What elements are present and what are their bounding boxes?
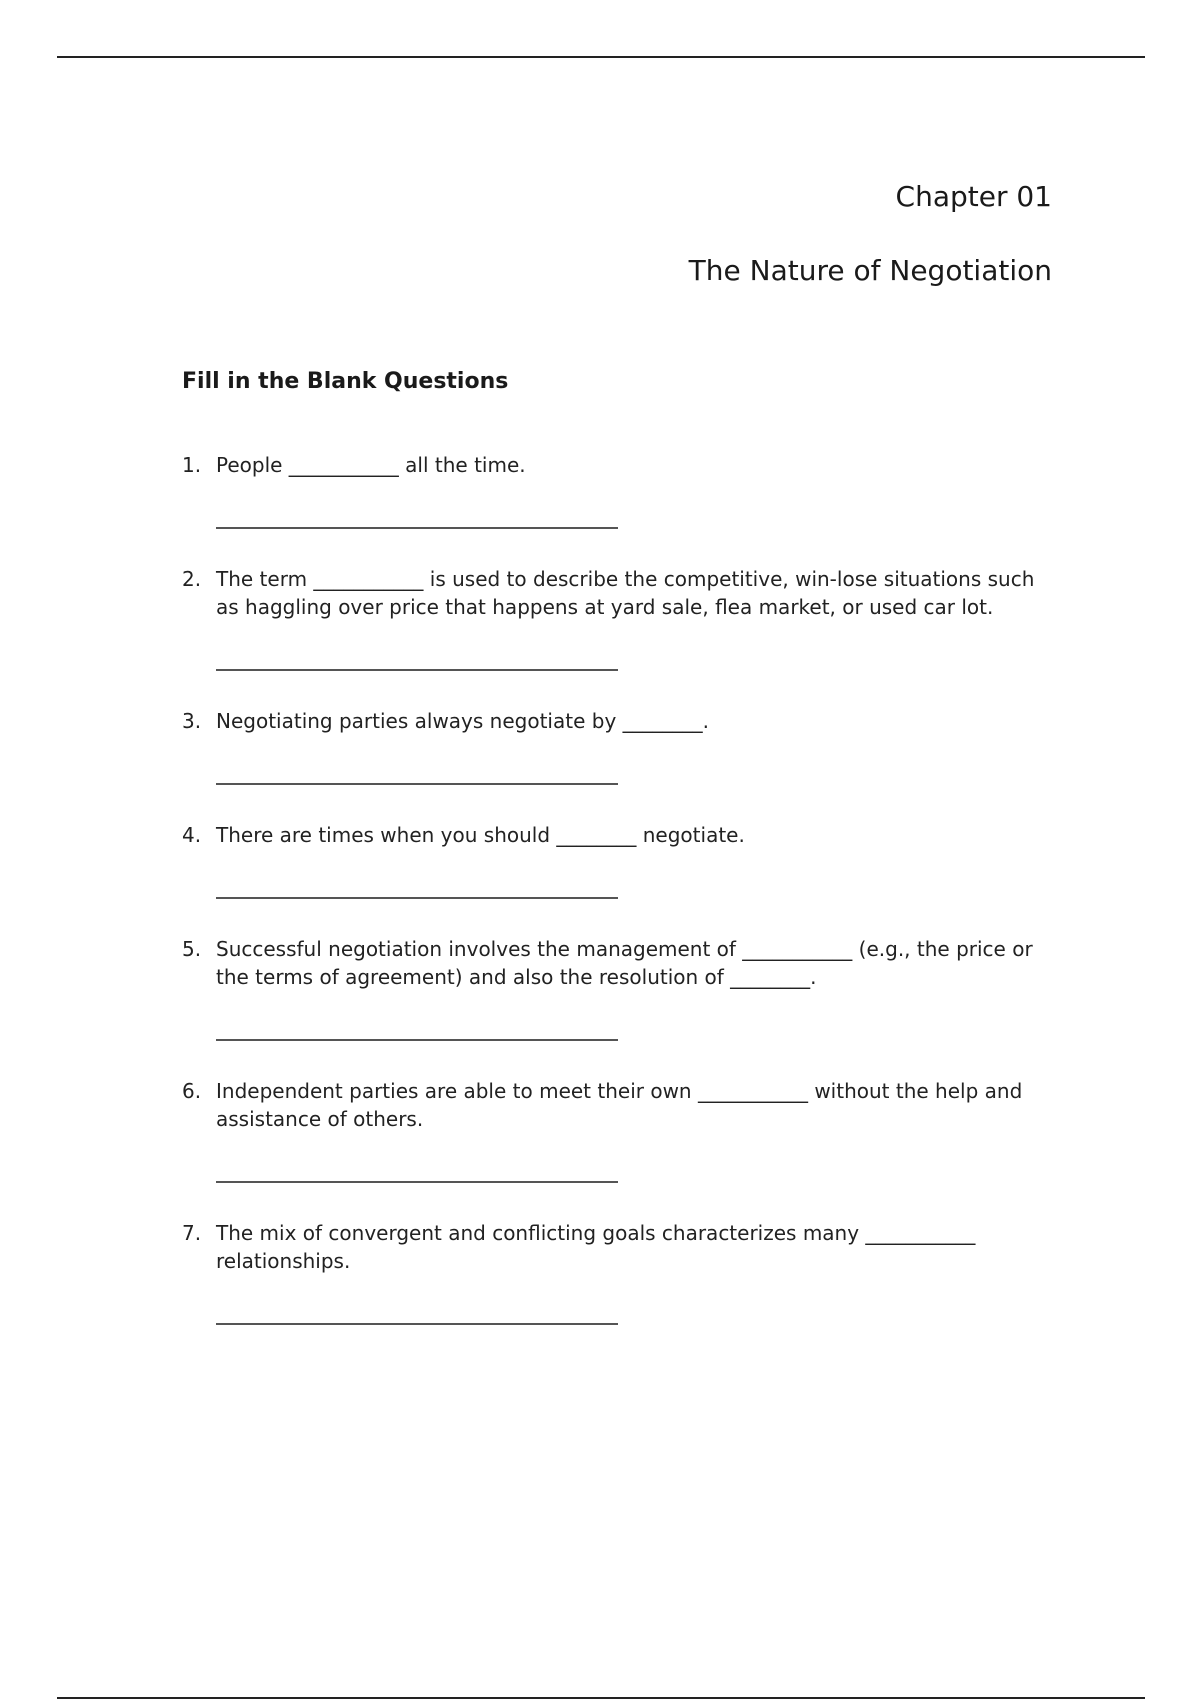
question-number: 5. xyxy=(182,937,202,961)
answer-line xyxy=(216,1039,618,1041)
question-item xyxy=(182,451,1052,529)
question-text: The mix of convergent and conflicting goals characterizes many ___________ relationships. xyxy=(216,1221,976,1273)
question-item xyxy=(182,935,1052,1041)
bottom-rule xyxy=(57,1697,1145,1699)
question-text: Negotiating parties always negotiate by ________. xyxy=(216,709,709,733)
answer-line xyxy=(216,527,618,529)
question-number: 1. xyxy=(182,453,202,477)
question-item xyxy=(182,1219,1052,1325)
question-number: 7. xyxy=(182,1221,202,1245)
question-text: People ___________ all the time. xyxy=(216,453,526,477)
question-item xyxy=(182,565,1052,671)
top-rule xyxy=(57,56,1145,58)
question-item xyxy=(182,1077,1052,1183)
question-list xyxy=(182,451,1052,1361)
chapter-title: The Nature of Negotiation xyxy=(688,254,1052,287)
chapter-label: Chapter 01 xyxy=(895,180,1052,213)
answer-line xyxy=(216,1323,618,1325)
answer-line xyxy=(216,1181,618,1183)
answer-line xyxy=(216,897,618,899)
answer-line xyxy=(216,669,618,671)
question-number: 6. xyxy=(182,1079,202,1103)
section-heading: Fill in the Blank Questions xyxy=(182,369,509,394)
answer-line xyxy=(216,783,618,785)
question-item xyxy=(182,821,1052,899)
question-number: 4. xyxy=(182,823,202,847)
question-number: 3. xyxy=(182,709,202,733)
question-item xyxy=(182,707,1052,785)
question-text: Successful negotiation involves the management of ___________ (e.g., the price or the terms of agreement) and also the resolution of ________. xyxy=(216,937,1033,989)
question-text: Independent parties are able to meet their own ___________ without the help and assistance of others. xyxy=(216,1079,1023,1131)
question-text: There are times when you should ________ negotiate. xyxy=(216,823,745,847)
question-number: 2. xyxy=(182,567,202,591)
question-text: The term ___________ is used to describe the competitive, win-lose situations such as haggling over price that happens at yard sale, flea market, or used car lot. xyxy=(216,567,1035,619)
